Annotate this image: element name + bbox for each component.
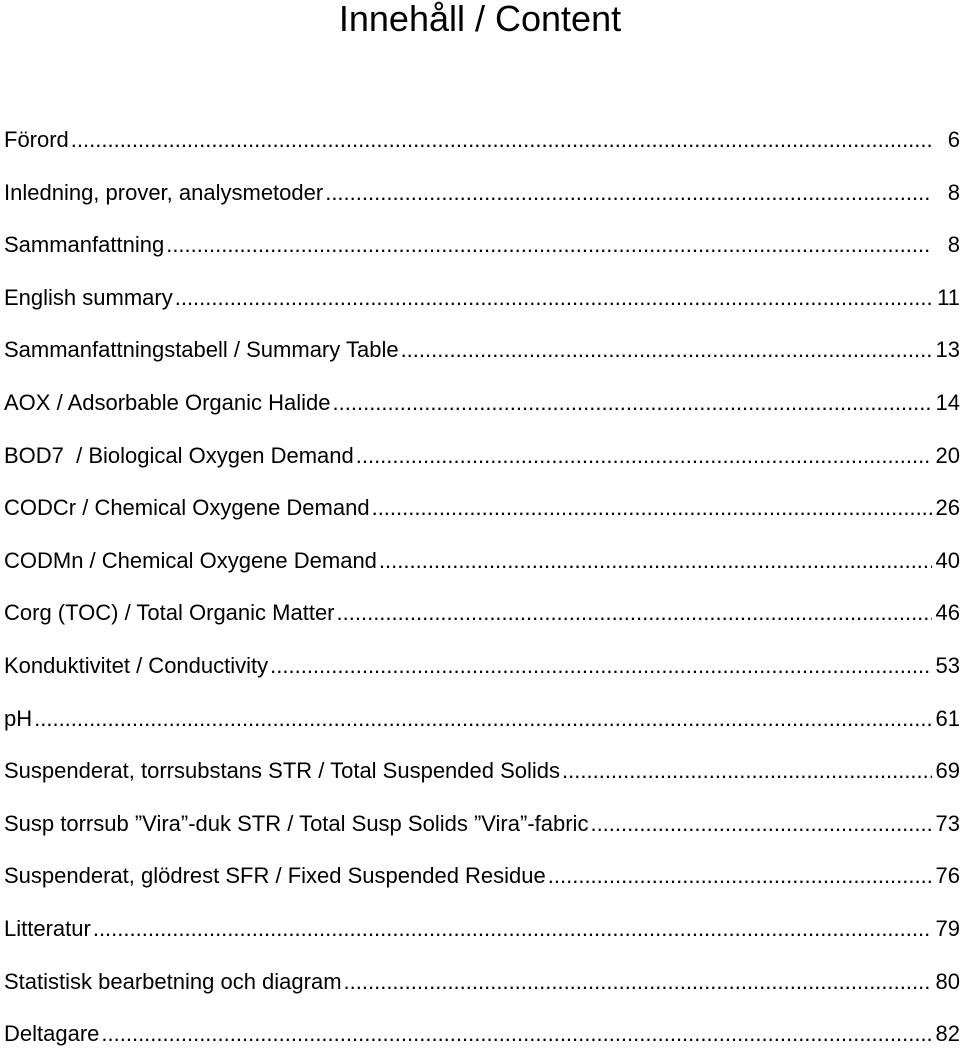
toc-page-number: 13 — [935, 337, 960, 363]
toc-page-number: 53 — [935, 652, 960, 678]
toc-page-number: 82 — [935, 1021, 960, 1047]
toc-entry-english-summary[interactable] — [4, 272, 960, 325]
toc-dot-leader — [590, 798, 932, 851]
toc-entry-title: Litteratur — [4, 915, 91, 941]
toc-entry-title: Susp torrsub ”Vira”-duk STR / Total Susp Solids ”Vira”-fabric — [4, 810, 589, 836]
toc-page-number: 79 — [935, 915, 960, 941]
toc-page-number: 8 — [947, 179, 960, 205]
toc-page-number: 26 — [935, 495, 960, 521]
toc-entry-title: Sammanfattningstabell / Summary Table — [4, 337, 399, 363]
toc-dot-leader — [34, 693, 932, 746]
toc-page-number: 76 — [935, 863, 960, 889]
toc-dot-leader — [337, 587, 932, 640]
toc-dot-leader — [562, 745, 932, 798]
toc-dot-leader — [344, 956, 932, 1009]
toc-dot-leader — [372, 482, 932, 535]
toc-entry-summary-table[interactable] — [4, 324, 960, 377]
toc-entry-title: pH — [4, 705, 33, 731]
toc-entry-statistisk[interactable] — [4, 956, 960, 1009]
toc-page-number: 20 — [935, 442, 960, 468]
toc-entry-suspenderat-sfr[interactable] — [4, 850, 960, 903]
table-of-contents — [4, 114, 960, 1061]
toc-dot-leader — [93, 903, 932, 956]
toc-entry-title: CODMn / Chemical Oxygene Demand — [4, 547, 377, 573]
toc-page-number: 46 — [935, 600, 960, 626]
toc-dot-leader — [356, 430, 932, 483]
toc-entry-suspenderat-str[interactable] — [4, 745, 960, 798]
toc-entry-title: Deltagare — [4, 1021, 100, 1047]
toc-dot-leader — [548, 850, 932, 903]
toc-entry-konduktivitet[interactable] — [4, 640, 960, 693]
toc-entry-bod7[interactable] — [4, 430, 960, 483]
toc-entry-title: AOX / Adsorbable Organic Halide — [4, 389, 331, 415]
page-title: Innehåll / Content — [338, 0, 622, 39]
toc-page-number: 8 — [947, 232, 960, 258]
toc-dot-leader — [71, 114, 932, 167]
toc-entry-ph[interactable] — [4, 693, 960, 746]
toc-entry-title: Inledning, prover, analysmetoder — [4, 179, 324, 205]
toc-page-number: 61 — [935, 705, 960, 731]
toc-entry-sammanfattning[interactable] — [4, 219, 960, 272]
toc-entry-title: Suspenderat, glödrest SFR / Fixed Suspended Residue — [4, 863, 546, 889]
toc-page-number: 69 — [935, 758, 960, 784]
toc-dot-leader — [401, 324, 932, 377]
toc-entry-vira-duk[interactable] — [4, 798, 960, 851]
toc-entry-title: Konduktivitet / Conductivity — [4, 652, 269, 678]
toc-entry-title: CODCr / Chemical Oxygene Demand — [4, 495, 370, 521]
toc-entry-title: Sammanfattning — [4, 232, 165, 258]
toc-dot-leader — [333, 377, 932, 430]
toc-entry-title: Suspenderat, torrsubstans STR / Total Suspended Solids — [4, 758, 561, 784]
toc-entry-litteratur[interactable] — [4, 903, 960, 956]
toc-entry-inledning[interactable] — [4, 167, 960, 220]
toc-page-number: 6 — [947, 127, 960, 152]
toc-dot-leader — [379, 535, 932, 588]
toc-dot-leader — [166, 219, 932, 272]
toc-entry-corg[interactable] — [4, 587, 960, 640]
toc-dot-leader — [325, 167, 932, 220]
toc-entry-codmn[interactable] — [4, 535, 960, 588]
toc-page-number: 14 — [935, 389, 960, 415]
toc-page-number: 73 — [935, 810, 960, 836]
toc-entry-aox[interactable] — [4, 377, 960, 430]
toc-entry-title: BOD7 / Biological Oxygen Demand — [4, 442, 354, 468]
toc-dot-leader — [270, 640, 932, 693]
toc-dot-leader — [175, 272, 932, 325]
toc-entry-title: Statistisk bearbetning och diagram — [4, 968, 342, 994]
toc-page-number: 80 — [935, 968, 960, 994]
toc-entry-forord[interactable] — [4, 114, 960, 167]
toc-page-number: 11 — [937, 284, 960, 310]
toc-entry-title: Förord — [4, 127, 69, 152]
toc-page-number: 40 — [935, 547, 960, 573]
toc-entry-codcr[interactable] — [4, 482, 960, 535]
toc-entry-title: Corg (TOC) / Total Organic Matter — [4, 600, 335, 626]
toc-entry-title: English summary — [4, 284, 173, 310]
